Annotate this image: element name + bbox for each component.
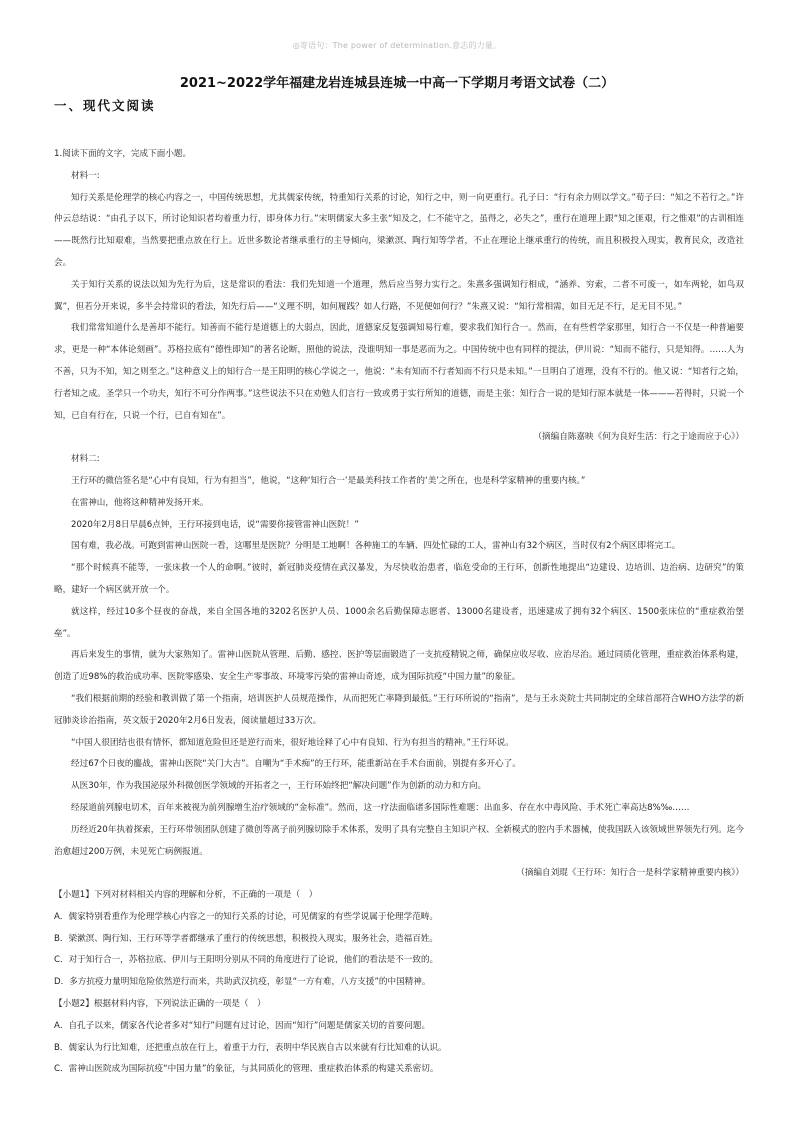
material1-paragraph: 我们常常知道什么是善却不能行。知善而不能行是道德上的大弱点，因此，道德家反复强调知易行难，要求我们知行合一。然而，在有些哲学家那里，知行合一不仅是一种普遍要求，更是一种“本体论刻画”。苏格拉底有“德性即知”的著名论断，照他的说法，没谁明知一事是恶而为之。中国传统中也有同样的提法，伊川说：“知而不能行，只是知得。……人为不善，只为不知，知之则至之。”这种意义上的知行合一是王阳明的核心学说之一，他说：“未有知而不行者知而不行只是未知。”一旦明白了道理，没有不行的。他又说：“知者行之始，行者知之成。圣学只一个功夫，知行不可分作两事。”这些说法不只在劝勉人们言行一致或勇于实行所知的道德，而是主张：知行合一说的是知行原本就是一体———若得时，只说一个知，已自有行在，只说一个行，已自有知在”。 [54,323,744,421]
question-option: B．梁漱溟、陶行知、王行环等学者都继承了重行的传统思想，积极投入现实，服务社会，造福百姓。 [54,933,439,944]
material2-paragraph: 经尿道前列腺电切术，百年来被视为前列腺增生治疗领域的“金标准”。然而，这一疗法面临诸多国际性难题：出血多、存在水中毒风险、手术死亡率高达8%‰…… [71,802,690,813]
material2-paragraph: 国有难，我必战。可跑到雷神山医院一看，这哪里是医院？分明是工地啊！各种施工的车辆、四处忙碌的工人，雷神山有32个病区，当时仅有2个病区即将完工。 [71,541,681,552]
question-stem: 【小题1】下列对材料相关内容的理解和分析，不正确的一项是（ ） [54,890,318,901]
question-option: A．儒家特别看重作为伦理学核心内容之一的知行关系的讨论，可见儒家的有些学说属于伦理学范畴。 [54,911,439,922]
question-stem: 【小题2】根据材料内容，下列说法正确的一项是（ ） [54,999,266,1010]
question-option: C．雷神山医院成为国际抗疫“中国力量”的象征，与其同质化的管理、重症救治体系的构建关系密切。 [54,1064,439,1075]
question-option: B．儒家认为行比知难，还把重点放在行上，着重于力行，表明中华民族自古以来就有行比知难的认识。 [54,1042,447,1053]
instruction-text: 1.阅读下面的文字，完成下面小题。 [54,149,192,159]
question-option: C．对于知行合一，苏格拉底、伊川与王阳明分别从不同的角度进行了论说，他们的看法是不一致的。 [54,955,439,966]
document-body [54,144,744,1081]
material2-paragraph: 经过67个日夜的鏖战，雷神山医院“关门大吉”。自嘲为“手术痴”的王行环，能重新站在手术台面前，别提有多开心了。 [71,759,521,770]
watermark-motto: ◎寄语句：The power of determination.意志的力量。 [292,41,502,50]
section-heading: 一、现代文阅读 [54,98,156,113]
material1-paragraph: 知行关系是伦理学的核心内容之一，中国传统思想，尤其儒家传统，特重知行关系的讨论，知行之中，则一向更重行。孔子曰：“行有余力则以学文。”荀子曰：“知之不若行之。”许仲云总结说：“由孔子以下，所讨论知识者均着重力行，即身体力行。”宋明儒家大多主张“知及之，仁不能守之，虽得之，必失之”，重行在道理上跟“知之匪艰，行之惟艰”的古训相连——既然行比知艰难，当然要把重点放在行上。近世多数论者继承重行的主导倾向，梁漱溟、陶行知等学者，不止在理论上继承重行的传统，而且积极投入现实，教育民众，改造社会。 [54,192,744,268]
material2-source: （摘编自刘琨《王行环：知行合一是科学家精神重要内核》） [516,868,744,879]
material2-paragraph: 就这样，经过10多个昼夜的奋战，来自全国各地的3202名医护人员、1000余名后勤保障志愿者、13000名建设者，迅速建成了拥有32个病区、1500张床位的“重症救治堡垒”。 [54,606,744,639]
material1-label: 材料一: [71,170,100,181]
material2-paragraph: 2020年2月8日早晨6点钟，王行环接到电话，说“需要你接管雷神山医院！” [71,519,359,530]
material2-paragraph: 王行环的微信签名是“心中有良知，行为有担当”，他说，“这种‘知行合一’是最美科技工作者的‘美’之所在，也是科学家精神的重要内核。” [71,475,586,486]
material1-paragraph: 关于知行关系的说法以知为先行为后，这是常识的看法：我们先知道一个道理，然后应当努力实行之。朱熹多强调知行相成，“涵养、穷索，二者不可废一，如车两轮，如鸟双翼”，但若分开来说，多半会持常识的看法，知先行后——“义理不明，如何履践？如人行路，不见便如何行？”朱熹又说：“知行常相需，如目无足不行，足无目不见。” [54,279,744,312]
material1-source: （摘编自陈嘉映《何为良好生活：行之于途而应于心》） [533,432,744,443]
question-option: D．多方抗疫力量明知危险依然逆行而来，共助武汉抗疫，彰显“一方有难，八方支援”的中国精神。 [54,977,431,988]
material2-label: 材料二: [71,454,100,465]
material2-paragraph: 历经近20年执着探索，王行环带领团队创建了微创等离子前列腺切除手术体系，发明了具有完整自主知识产权、全新模式的腔内手术器械，使我国跃入该领域世界领先行列。迄今治愈超过200万例，未见死亡病例报道。 [54,824,744,857]
material2-paragraph: 从医30年，作为我国泌尿外科微创医学领域的开拓者之一，王行环始终把“解决问题”作为创新的动力和方向。 [71,781,487,792]
material2-paragraph: 在雷神山，他将这种精神发扬开来。 [71,497,209,508]
material2-paragraph: 再后来发生的事情，就为大家熟知了。雷神山医院从管理、后勤、感控、医护等层面锻造了一支抗疫精锐之师，确保应收尽收、应治尽治。通过同质化管理，重症救治体系构建，创造了近98%的救治成功率、医院零感染、安全生产零事故、环境零污染的雷神山奇迹，成为国际抗疫“中国力量”的象征。 [54,650,744,683]
question-option: A．自孔子以来，儒家各代论者多对“知行”问题有过讨论，因而“知行”问题是儒家关切的首要问题。 [54,1020,431,1031]
material2-paragraph: “那个时候真不能等，一张床救一个人的命啊。”彼时，新冠肺炎疫情在武汉暴发，为尽快收治患者，临危受命的王行环，创新性地提出“边建设、边培训、边治病、边研究”的策略，建好一个病区就开放一个。 [54,563,744,595]
material2-paragraph: “我们根据前期的经验和教训做了第一个指南，培训医护人员规范操作，从而把死亡率降到最低。”王行环所说的“指南”，是与王永炎院士共同制定的全球首部符合WHO方法学的新冠肺炎诊治指南，英文版于2020年2月6日发表，阅读量超过33万次。 [54,693,744,726]
page-title: 2021~2022学年福建龙岩连城县连城一中高一下学期月考语文试卷（二） [179,76,615,91]
material2-paragraph: “中国人很团结也很有情怀，都知道危险但还是逆行而来，很好地诠释了心中有良知、行为有担当的精神。”王行环说。 [71,737,514,748]
